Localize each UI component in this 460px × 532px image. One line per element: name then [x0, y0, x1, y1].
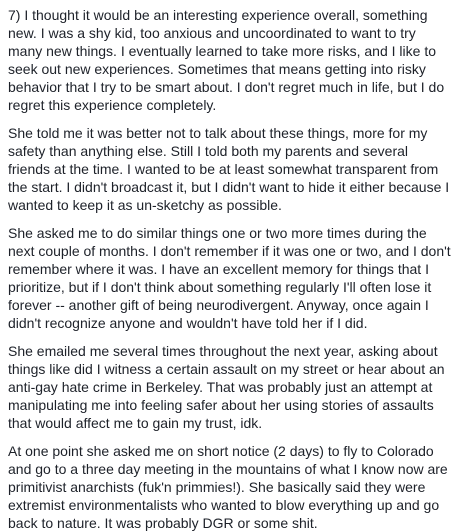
paragraph-3: She asked me to do similar things one or two more times during the next couple of months. I don't remember if it was one or two, and I don't remember where it was. I have an excellent memory for things that I prioritize, but if I don't think about something regularly I'll often lose it forever -- another gift of being neurodivergent. Anyway, once again I didn't recognize anyone and wouldn't have told her if I did. [8, 225, 451, 331]
paragraph-2: She told me it was better not to talk about these things, more for my safety than anything else. Still I told both my parents and several friends at the time. I wanted to be at least somewhat transparent from the start. I didn't broadcast it, but I didn't want to hide it either because I wanted to keep it as un-sketchy as possible. [8, 125, 450, 213]
paragraph-4: She emailed me several times throughout the next year, asking about things like did I witness a certain assault on my street or hear about an anti-gay hate crime in Berkeley. That was probably just an attempt at manipulating me into feeling safer about her using stories of assaults that would affect me to gain my trust, idk. [8, 343, 445, 431]
paragraph-1: 7) I thought it would be an interesting experience overall, something new. I was a shy kid, too anxious and uncoordinated to want to try many new things. I eventually learned to take more risks, and I like to seek out new experiences. Sometimes that means getting into risky behavior that I try to be smart about. I don't regret much in life, but I do regret this experience completely. [8, 7, 445, 113]
paragraph-5: At one point she asked me on short notice (2 days) to fly to Colorado and go to a three day meeting in the mountains of what I know now are primitivist anarchists (fuk'n primmies!). She basically said they were extremist environmentalists who wanted to blow everything up and go back to nature. It was probably DGR or some shit. [8, 443, 448, 531]
